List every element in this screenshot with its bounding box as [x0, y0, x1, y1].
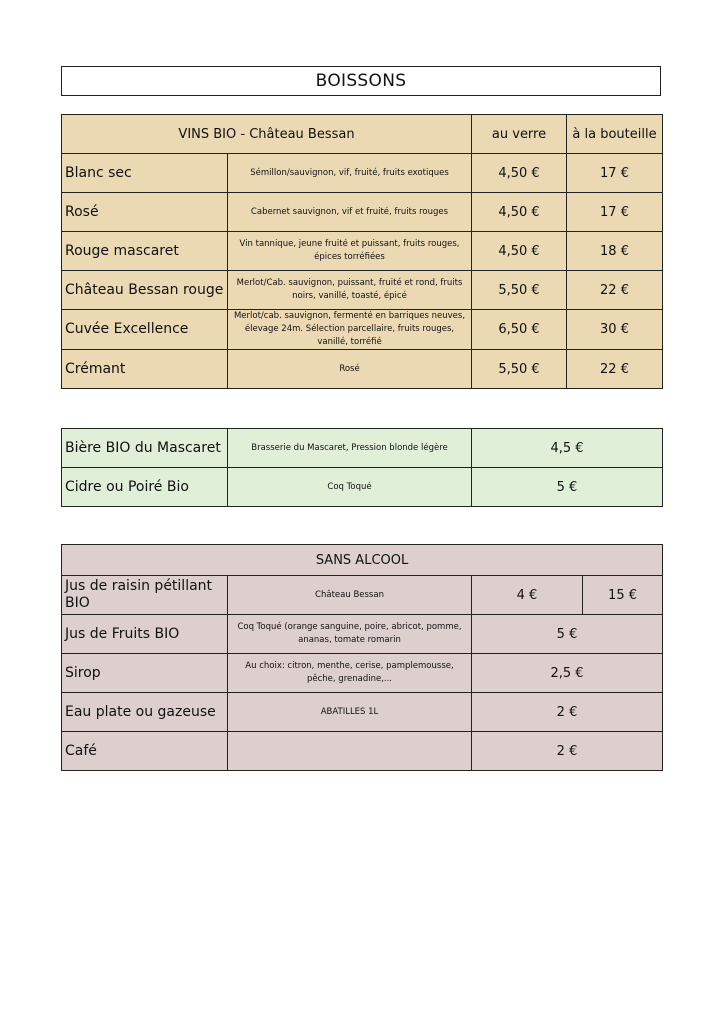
table-row [62, 429, 663, 468]
drink-name: Bière BIO du Mascaret [62, 429, 228, 468]
glass-column-header: au verre [472, 115, 567, 154]
drink-name: Eau plate ou gazeuse [62, 693, 228, 732]
page-title: BOISSONS [61, 66, 661, 96]
wine-description: Sémillon/sauvignon, vif, fruité, fruits exotiques [228, 154, 472, 193]
bottle-column-header: à la bouteille [567, 115, 663, 154]
table-row [62, 654, 663, 693]
drink-description: ABATILLES 1L [228, 693, 472, 732]
wine-description: Cabernet sauvignon, vif et fruité, fruits rouges [228, 193, 472, 232]
wines-header-row [62, 115, 663, 154]
bottle-price: 18 € [567, 232, 663, 271]
drink-description: Au choix: citron, menthe, cerise, pamplemousse, pêche, grenadine,... [228, 654, 472, 693]
wine-name: Rouge mascaret [62, 232, 228, 271]
table-row [62, 232, 663, 271]
table-row [62, 154, 663, 193]
table-row [62, 310, 663, 350]
wine-name: Crémant [62, 350, 228, 389]
wine-description: Merlot/Cab. sauvignon, puissant, fruité et rond, fruits noirs, vanillé, toasté, épicé [228, 271, 472, 310]
bottle-price: 15 € [583, 576, 663, 615]
drink-description [228, 732, 472, 771]
soft-header-row [62, 545, 663, 576]
wine-description: Rosé [228, 350, 472, 389]
table-row [62, 576, 663, 615]
drink-price: 5 € [472, 615, 663, 654]
drink-name: Jus de raisin pétillant BIO [62, 576, 228, 615]
glass-price: 4,50 € [472, 232, 567, 271]
wine-name: Château Bessan rouge [62, 271, 228, 310]
beers-table [61, 428, 663, 507]
table-row [62, 193, 663, 232]
wines-table [61, 114, 663, 389]
drink-name: Cidre ou Poiré Bio [62, 468, 228, 507]
drink-description: Brasserie du Mascaret, Pression blonde légère [228, 429, 472, 468]
drink-price: 2 € [472, 693, 663, 732]
table-row [62, 615, 663, 654]
glass-price: 5,50 € [472, 350, 567, 389]
table-row [62, 271, 663, 310]
drink-description: Château Bessan [228, 576, 472, 615]
table-row [62, 732, 663, 771]
wine-name: Cuvée Excellence [62, 310, 228, 350]
glass-price: 4,50 € [472, 193, 567, 232]
bottle-price: 30 € [567, 310, 663, 350]
wines-section-title: VINS BIO - Château Bessan [62, 115, 472, 154]
drink-price: 2,5 € [472, 654, 663, 693]
wine-description: Merlot/cab. sauvignon, fermenté en barriques neuves, élevage 24m. Sélection parcellaire, fruits rouges, vanillé, torréfié [228, 310, 472, 350]
wine-name: Rosé [62, 193, 228, 232]
bottle-price: 17 € [567, 193, 663, 232]
soft-section-title: SANS ALCOOL [62, 545, 663, 576]
drink-name: Sirop [62, 654, 228, 693]
glass-price: 5,50 € [472, 271, 567, 310]
soft-drinks-table [61, 544, 663, 771]
table-row [62, 350, 663, 389]
table-row [62, 693, 663, 732]
drink-price: 4,5 € [472, 429, 663, 468]
drink-description: Coq Toqué [228, 468, 472, 507]
wine-name: Blanc sec [62, 154, 228, 193]
glass-price: 6,50 € [472, 310, 567, 350]
table-row [62, 468, 663, 507]
drink-name: Jus de Fruits BIO [62, 615, 228, 654]
bottle-price: 22 € [567, 350, 663, 389]
glass-price: 4 € [472, 576, 583, 615]
drink-name: Café [62, 732, 228, 771]
drink-price: 2 € [472, 732, 663, 771]
bottle-price: 22 € [567, 271, 663, 310]
glass-price: 4,50 € [472, 154, 567, 193]
wine-description: Vin tannique, jeune fruité et puissant, fruits rouges, épices torréfiées [228, 232, 472, 271]
bottle-price: 17 € [567, 154, 663, 193]
drink-price: 5 € [472, 468, 663, 507]
drink-description: Coq Toqué (orange sanguine, poire, abricot, pomme, ananas, tomate romarin [228, 615, 472, 654]
